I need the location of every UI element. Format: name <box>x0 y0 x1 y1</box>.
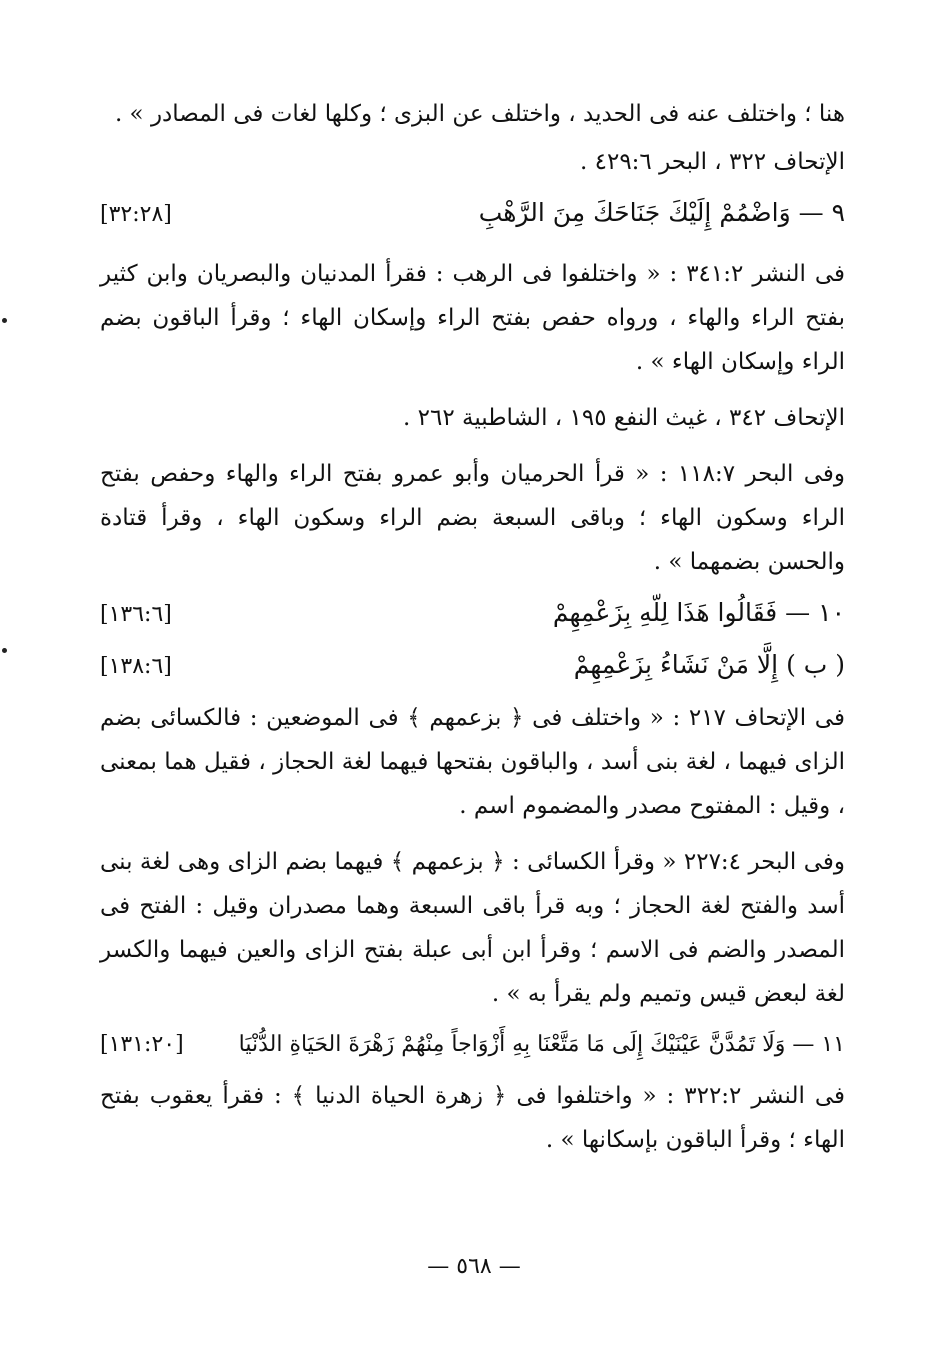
verse-10a-text: ١٠ — فَقَالُوا هَذَا لِلّهِ بِزَعْمِهِمْ <box>552 598 845 627</box>
paragraph-6: فى الإتحاف ٢١٧ : « واختلف فى ﴿ بزعمهم ﴾ فى الموضعين : فالكسائى بضم الزاى فيهما ، لغة بنى أسد ، والباقون بفتحها فيهما لغة الحجاز ، فقيل هما بمعنى ، وقيل : المفتوح مصدر والمضموم اسم . <box>100 705 845 819</box>
verse-10b-ref: [١٣٨:٦] <box>100 654 172 679</box>
verse-9-ref: [٣٢:٢٨] <box>100 202 172 227</box>
paragraph-7: وفى البحر ٢٢٧:٤ « وقرأ الكسائى : ﴿ بزعمهم ﴾ فيهما بضم الزاى وهى لغة بنى أسد والفتح لغة الحجاز ؛ وبه قرأ باقى السبعة وهما مصدران وقيل : الفتح فى المصدر والضم فى الاسم ؛ وقرأ ابن أبى عبلة بفتح الزاى والعين فيهما والكسر لغة لبعض قيس وتميم ولم يقرأ به » . <box>100 849 846 1007</box>
verse-10a <box>100 588 845 640</box>
verse-9 <box>100 188 845 240</box>
page-body <box>100 92 845 1162</box>
paragraph-8: فى النشر ٣٢٢:٢ : « واختلفوا فى ﴿ زهرة الحياة الدنيا ﴾ : فقرأ يعقوب بفتح الهاء ؛ وقرأ الباقون بإسكانها » . <box>100 1083 845 1153</box>
paragraph-2: الإتحاف ٣٢٢ ، البحر ٤٢٩:٦ . <box>579 149 845 175</box>
margin-mark <box>2 318 7 323</box>
verse-11-ref: [١٣١:٢٠] <box>100 1032 184 1057</box>
verse-11 <box>100 1020 845 1070</box>
verse-9-text: ٩ — وَاضْمُمْ إِلَيْكَ جَنَاحَكَ مِنَ الرَّهْبِ <box>478 198 845 227</box>
margin-mark <box>2 648 7 653</box>
page-number: — ٥٦٨ — <box>427 1254 521 1279</box>
paragraph-1: هنا ؛ واختلف عنه فى الحديد ، واختلف عن البزى ؛ وكلها لغات فى المصادر » . <box>114 101 845 127</box>
verse-11-text: ١١ — وَلَا تَمُدَّنَّ عَيْنَيْكَ إِلَى مَا مَتَّعْنَا بِهِ أَزْوَاجاً مِنْهُمْ زَهْرَةَ الحَيَاةِ الدُّنْيَا <box>238 1032 845 1057</box>
paragraph-4: الإتحاف ٣٤٢ ، غيث النفع ١٩٥ ، الشاطبية ٢٦٢ . <box>403 405 845 431</box>
paragraph-5: وفى البحر ١١٨:٧ : « قرأ الحرميان وأبو عمرو بفتح الراء والهاء وحفص بفتح الراء وسكون الهاء ؛ وباقى السبعة بضم الراء وسكون الهاء ، وقرأ قتادة والحسن بضمهما » . <box>100 461 845 575</box>
verse-10b <box>100 640 845 692</box>
paragraph-3: فى النشر ٣٤١:٢ : « واختلفوا فى الرهب : فقرأ المدنيان والبصريان وابن كثير بفتح الراء والهاء ، ورواه حفص بفتح الراء وإسكان الهاء ؛ وقرأ الباقون بضم الراء وإسكان الهاء » . <box>100 261 845 375</box>
verse-10b-text: ( ب ) إِلَّا مَنْ نَشَاءُ بِزَعْمِهِمْ <box>573 650 845 679</box>
verse-10a-ref: [١٣٦:٦] <box>100 602 172 627</box>
